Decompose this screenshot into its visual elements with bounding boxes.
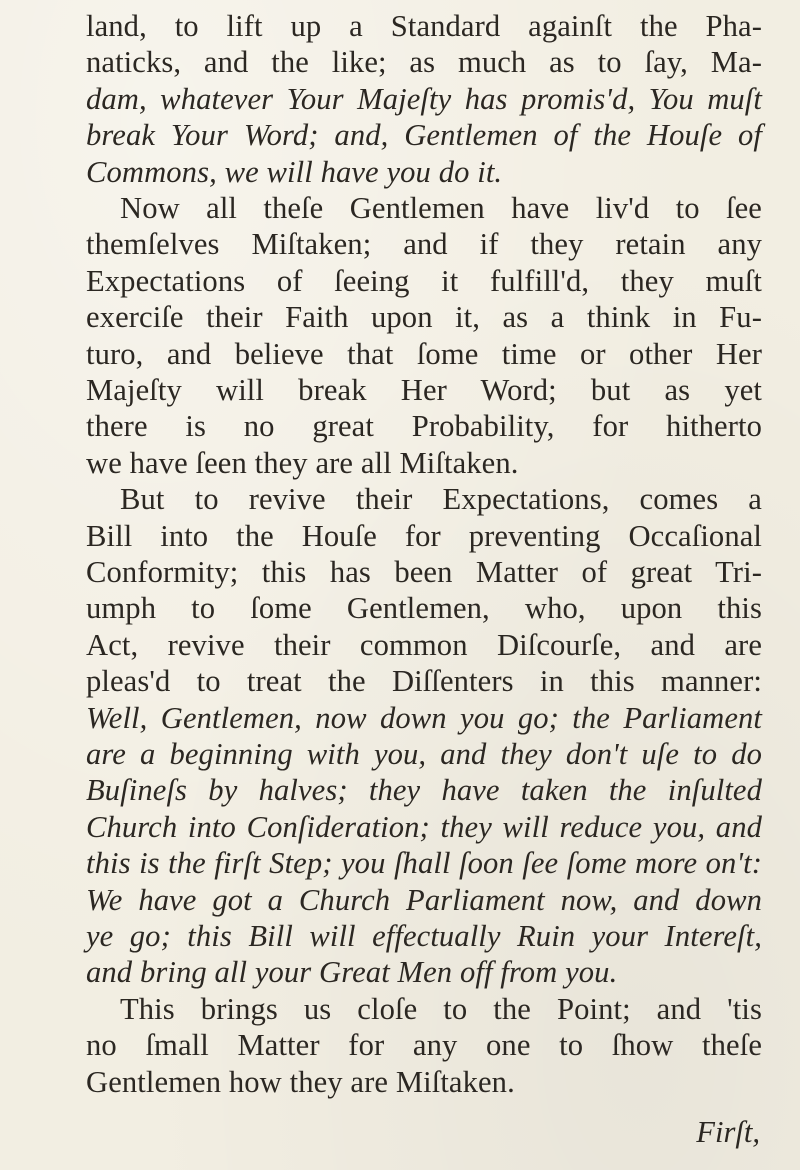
text-line: are a beginning with you, and they don't uſe to do (86, 737, 762, 771)
text-line: Now all theſe Gentlemen have liv'd to ſee (120, 191, 762, 225)
text-line: naticks, and the like; as much as to ſay, Ma- (86, 45, 762, 80)
text-line: there is no great Probability, for hitherto (86, 409, 762, 444)
text-line: Gentlemen how they are Miſtaken. (86, 1064, 515, 1099)
catchword: Firſt, (696, 1115, 760, 1149)
text-line: land, to lift up a Standard againſt the Pha- (86, 9, 762, 43)
text-line: Conformity; this has been Matter of great Tri- (86, 555, 762, 589)
text-line: we have ſeen they are all Miſtaken. (86, 445, 519, 480)
text-line: turo, and believe that ſome time or other Her (86, 336, 762, 371)
text-line: Buſineſs by halves; they have taken the inſulted (86, 773, 762, 808)
text-line: umph to ſome Gentlemen, who, upon this (86, 591, 762, 626)
text-line: and bring all your Great Men off from you. (86, 955, 618, 990)
text-line: dam, whatever Your Majeſty has promis'd, You muſt (86, 81, 762, 116)
text-line: this is the firſt Step; you ſhall ſoon ſee ſome more on't: (86, 846, 762, 881)
text-line: Expectations of ſeeing it fulfill'd, they muſt (86, 263, 762, 298)
text-line: no ſmall Matter for any one to ſhow theſe (86, 1028, 762, 1063)
text-line: break Your Word; and, Gentlemen of the Houſe of (86, 118, 762, 153)
text-line: Act, revive their common Diſcourſe, and are (86, 627, 762, 662)
text-line: themſelves Miſtaken; and if they retain any (86, 227, 762, 262)
text-line: Bill into the Houſe for preventing Occaſional (86, 518, 762, 553)
text-line: ye go; this Bill will effectually Ruin your Intereſt, (86, 919, 762, 953)
text-line: Church into Conſideration; they will reduce you, and (86, 809, 762, 844)
text-line: exerciſe their Faith upon it, as a think in Fu- (86, 300, 762, 335)
text-line: This brings us cloſe to the Point; and 'tis (120, 991, 762, 1026)
text-line: Commons, we will have you do it. (86, 154, 503, 189)
text-line: We have got a Church Parliament now, and down (86, 882, 762, 917)
text-line: Well, Gentlemen, now down you go; the Parliament (86, 700, 762, 735)
text-line: pleas'd to treat the Diſſenters in this manner: (86, 664, 762, 699)
text-line: Majeſty will break Her Word; but as yet (86, 373, 762, 407)
text-line: But to revive their Expectations, comes a (120, 482, 762, 517)
